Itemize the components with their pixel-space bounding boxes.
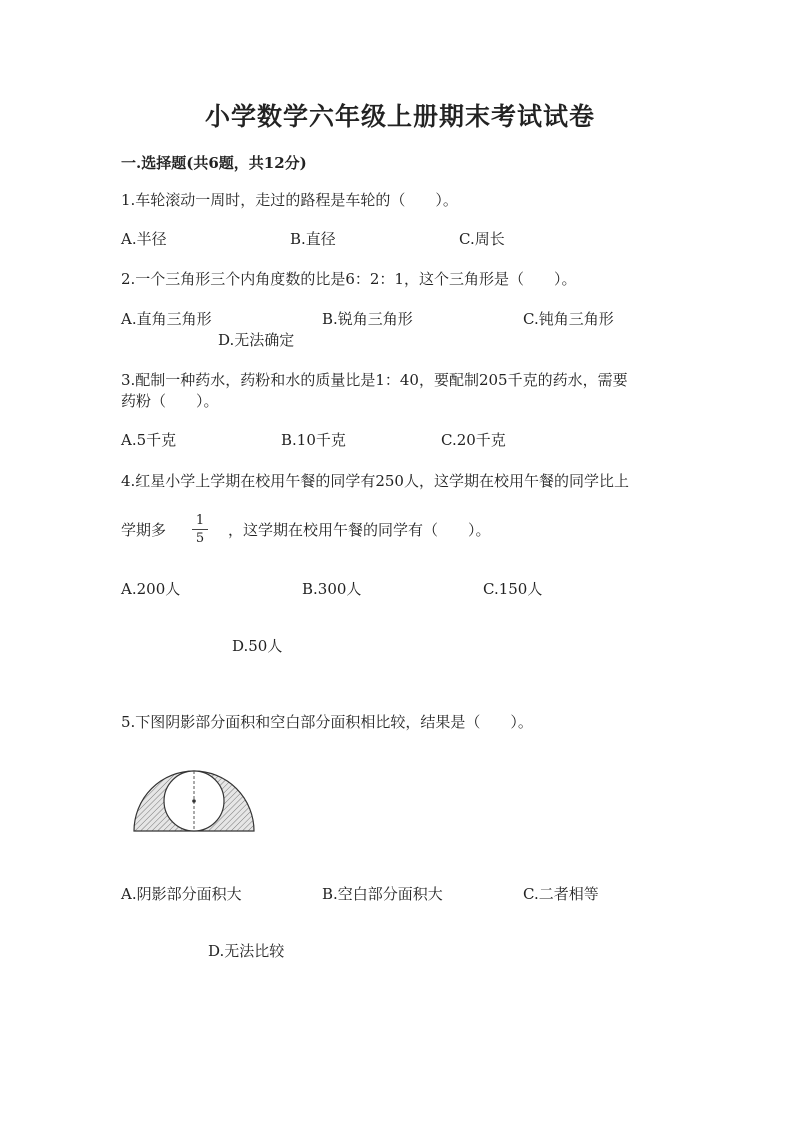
fraction-numerator: 1 <box>195 513 205 528</box>
question-2-option-b: B.锐角三角形 <box>322 310 413 328</box>
question-4-stem-line1: 4.红星小学上学期在校用午餐的同学有250人，这学期在校用午餐的同学比上 <box>121 472 629 490</box>
question-5-option-c: C.二者相等 <box>523 885 599 903</box>
fraction-one-fifth <box>190 513 210 546</box>
question-1-option-c: C.周长 <box>459 230 505 248</box>
question-4-stem-pre: 学期多 <box>121 521 167 539</box>
question-5-stem: 5.下图阴影部分面积和空白部分面积相比较，结果是（ ）。 <box>121 713 533 731</box>
fraction-denominator: 5 <box>195 531 205 546</box>
question-1-stem: 1.车轮滚动一周时，走过的路程是车轮的（ ）。 <box>121 191 458 209</box>
question-2-option-a: A.直角三角形 <box>121 310 212 328</box>
question-3-option-b: B.10千克 <box>281 431 346 449</box>
question-5-option-b: B.空白部分面积大 <box>322 885 443 903</box>
question-4-option-a: A.200人 <box>121 580 181 598</box>
question-4-option-d: D.50人 <box>232 637 283 655</box>
question-3-option-a: A.5千克 <box>121 431 177 449</box>
question-2-option-d: D.无法确定 <box>218 331 295 349</box>
fraction-bar <box>192 529 208 530</box>
question-3-stem-line1: 3.配制一种药水，药粉和水的质量比是1：40，要配制205千克的药水，需要 <box>121 371 628 389</box>
semicircle-figure <box>128 764 260 836</box>
question-2-stem: 2.一个三角形三个内角度数的比是6：2：1，这个三角形是（ ）。 <box>121 270 577 288</box>
question-5-option-a: A.阴影部分面积大 <box>121 885 242 903</box>
question-2-option-c: C.钝角三角形 <box>523 310 614 328</box>
question-4-stem-post: ，这学期在校用午餐的同学有（ ）。 <box>228 521 491 539</box>
question-1-option-b: B.直径 <box>290 230 336 248</box>
question-1-option-a: A.半径 <box>121 230 167 248</box>
question-4-option-c: C.150人 <box>483 580 543 598</box>
question-3-stem-line2: 药粉（ ）。 <box>121 392 219 410</box>
page-title: 小学数学六年级上册期末考试试卷 <box>204 102 595 131</box>
question-4-option-b: B.300人 <box>302 580 362 598</box>
center-point <box>192 799 196 803</box>
question-3-option-c: C.20千克 <box>441 431 506 449</box>
section-heading: 一.选择题(共6题，共12分) <box>121 154 307 172</box>
question-5-option-d: D.无法比较 <box>208 942 285 960</box>
